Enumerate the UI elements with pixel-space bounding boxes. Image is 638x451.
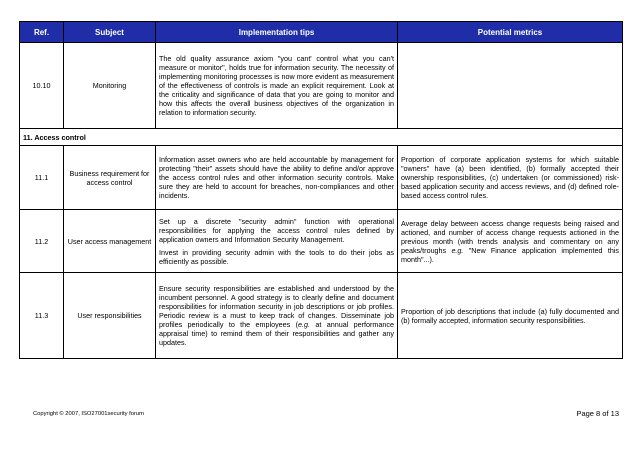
subject-cell: Business requirement for access control (64, 146, 156, 210)
metrics-cell: Proportion of job descriptions that include (a) fully documented and (b) formally accepted, information security responsibilities. (398, 273, 623, 359)
metrics-cell (398, 210, 623, 273)
metrics-emphasis: e.g. (451, 245, 464, 255)
table-row (20, 146, 623, 210)
table-header-row (20, 22, 623, 43)
ref-cell: 11.3 (20, 273, 64, 359)
header-potential-metrics: Potential metrics (398, 22, 623, 43)
security-controls-table (19, 21, 623, 359)
tips-text: Ensure security responsibilities are established and understood by the incumbent personnel. A good strategy is to clearly define and document responsibilities for information security in job descriptions or job profiles. Periodic review is a must to keep track of changes. Disseminate job profiles periodically to the employees ( (159, 284, 394, 329)
subject-cell: Monitoring (64, 43, 156, 129)
table-row (20, 273, 623, 359)
subject-cell: User responsibilities (64, 273, 156, 359)
ref-cell: 10.10 (20, 43, 64, 129)
section-row (20, 129, 623, 146)
header-subject: Subject (64, 22, 156, 43)
tips-paragraph: Invest in providing security admin with the tools to do their jobs as efficiently as possible. (159, 247, 394, 266)
metrics-cell (398, 43, 623, 129)
copyright-footer: Copyright © 2007, ISO27001security forum (33, 411, 144, 417)
table-row (20, 210, 623, 273)
section-heading: 11. Access control (20, 129, 623, 146)
subject-cell: User access management (64, 210, 156, 273)
tips-cell (156, 210, 398, 273)
header-implementation-tips: Implementation tips (156, 22, 398, 43)
tips-cell: Information asset owners who are held accountable by management for protecting "their" assets should have the ability to define and/or approve the access control rules and other information security controls. Make sure they are held to account for breaches, non-compliances and other incidents. (156, 146, 398, 210)
metrics-text: "New Finance application implemented this month"...). (401, 245, 620, 264)
metrics-text: Average delay between access change requests being raised and actioned, and number of access change requests actioned in the previous month (with trends analysis and commentary on any peaks/troughs (401, 218, 619, 255)
metrics-cell: Proportion of corporate application systems for which suitable "owners" have (a) been identified, (b) formally accepted their ownership responsibilities, (c) undertaken (or commissioned) risk-based application security and access reviews, and (d) defined role-based access control rules. (398, 146, 623, 210)
ref-cell: 11.2 (20, 210, 64, 273)
header-ref: Ref. (20, 22, 64, 43)
tips-emphasis: e.g. (298, 320, 311, 329)
page-number: Page 8 of 13 (576, 409, 619, 418)
ref-cell: 11.1 (20, 146, 64, 210)
table-row (20, 43, 623, 129)
tips-cell: The old quality assurance axiom "you cant' control what you can't measure or monitor", holds true for information security. The necessity of implementing monitoring processes is now more evident as measurement of the effectiveness of controls is made an explicit requirement. Look at the criticality and significance of data that you are going to monitor and how this affects the overall business objectives of the organization in relation to information security. (156, 43, 398, 129)
tips-paragraph: Set up a discrete "security admin" function with operational responsibilities for applying the access control rules defined by application owners and Information Security Management. (159, 216, 394, 244)
tips-cell (156, 273, 398, 359)
tips-text: at annual performance appraisal time) to remind them of their responsibilities and gather any updates. (159, 320, 394, 347)
